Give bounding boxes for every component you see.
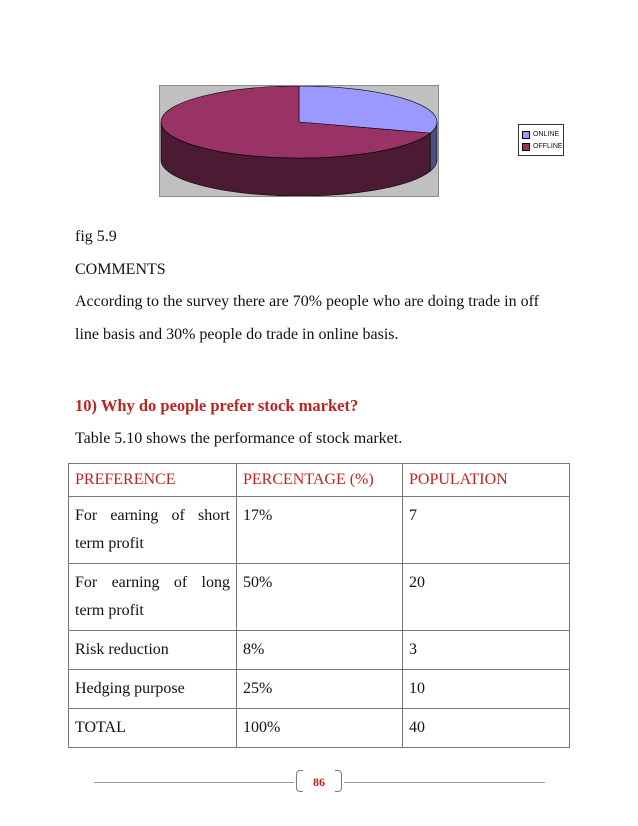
cell-preference: Hedging purpose [69,670,237,709]
chart-legend [518,124,564,156]
cell-percentage: 25% [237,670,403,709]
cell-percentage: 8% [237,631,403,670]
cell-percentage: 50% [237,564,403,631]
pie-chart-svg [160,86,438,196]
table-row [69,709,570,748]
cell-preference: TOTAL [69,709,237,748]
page-number: 86 [313,775,325,789]
footer-rule-right [344,782,545,783]
cell-population: 10 [403,670,570,709]
cell-percentage: 17% [237,497,403,564]
table-intro: Table 5.10 shows the performance of stock market. [75,430,403,447]
comments-line-2: line basis and 30% people do trade in online basis. [75,326,399,343]
legend-swatch-online [522,131,530,139]
table-row [69,670,570,709]
comments-heading: COMMENTS [75,261,166,278]
header-preference: PREFERENCE [69,464,237,497]
table-row [69,631,570,670]
table-row [69,564,570,631]
header-percentage: PERCENTAGE (%) [237,464,403,497]
table-row [69,497,570,564]
cell-preference: Risk reduction [69,631,237,670]
cell-population: 20 [403,564,570,631]
cell-population: 3 [403,631,570,670]
legend-label-offline: OFFLINE [533,143,563,150]
preference-table [68,463,570,748]
legend-entry-offline [522,141,563,153]
cell-population: 7 [403,497,570,564]
cell-percentage: 100% [237,709,403,748]
header-population: POPULATION [403,464,570,497]
legend-swatch-offline [522,143,530,151]
legend-label-online: ONLINE [533,131,560,138]
cell-population: 40 [403,709,570,748]
cell-preference: For earning of long term profit [69,564,237,631]
footer-rule-left [94,782,294,783]
pie-chart [159,85,439,197]
table-header-row [69,464,570,497]
cell-preference: For earning of short term profit [69,497,237,564]
figure-caption: fig 5.9 [75,228,117,245]
question-heading: 10) Why do people prefer stock market? [75,396,359,415]
comments-line-1: According to the survey there are 70% people who are doing trade in off [75,293,539,310]
legend-entry-online [522,129,560,141]
